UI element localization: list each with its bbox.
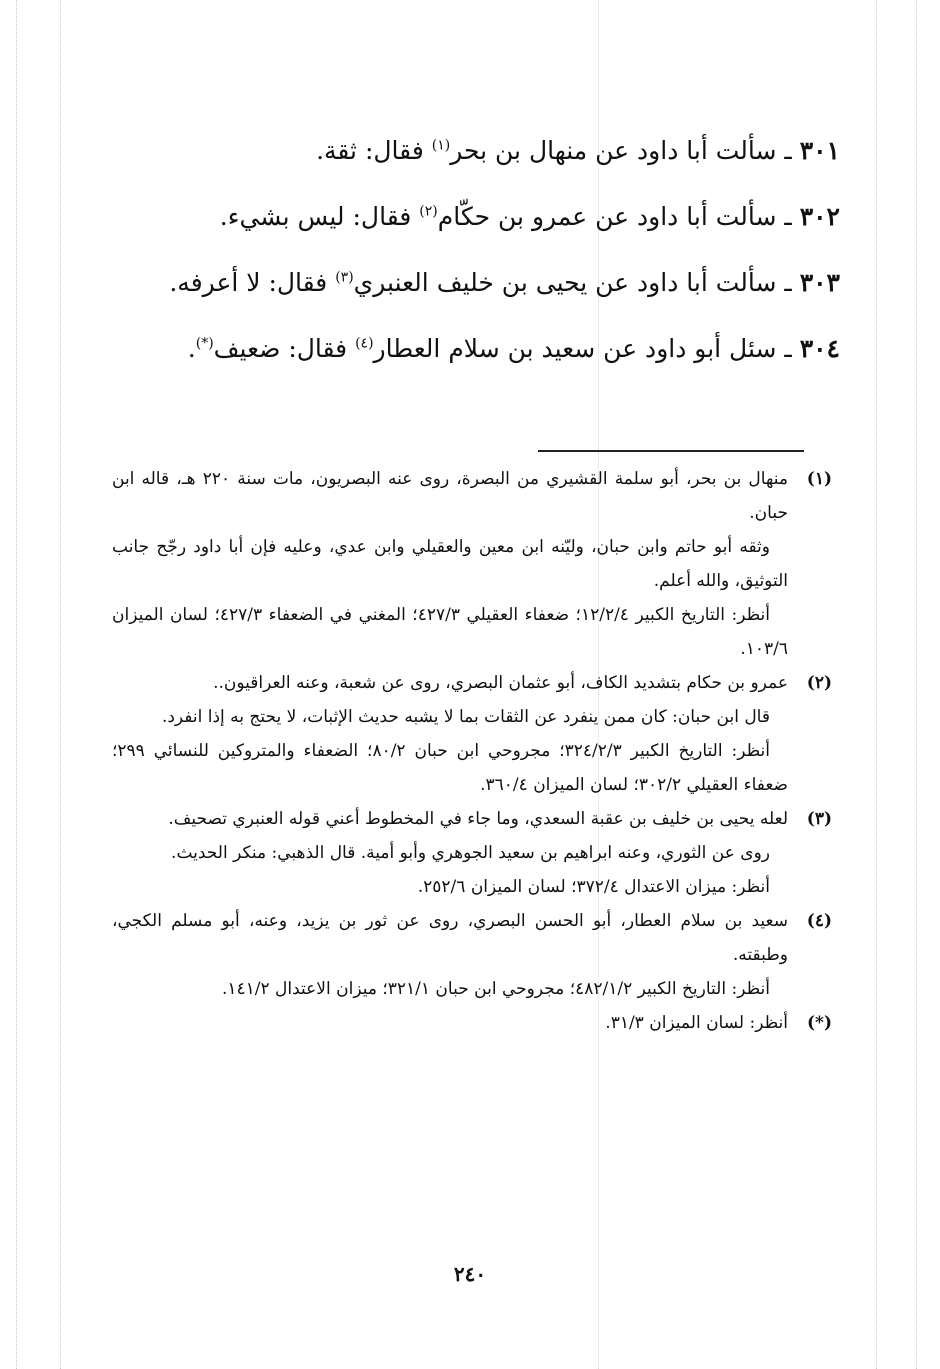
footnote-paragraph: عمرو بن حكام بتشديد الكاف، أبو عثمان البصري، روى عن شعبة، وعنه العراقيون.. xyxy=(213,673,788,693)
footnote-paragraph: أنظر: ميزان الاعتدال ٣٧٢/٤؛ لسان الميزان ٢٥٢/٦. xyxy=(417,877,770,897)
footnote-marker: (*) xyxy=(807,1013,832,1033)
entry-text: ـ سئل أبو داود عن سعيد بن سلام العطار xyxy=(373,334,792,363)
footnote-separator xyxy=(538,450,804,452)
footnote-marker: (٢) xyxy=(806,673,832,693)
footnote-paragraph: وثقه أبو حاتم وابن حبان، وليّنه ابن معين والعقيلي وابن عدي، وعليه فإن أبا داود رجّح جانب التوثيق، والله أعلم. xyxy=(112,537,788,591)
footnote-paragraph: سعيد بن سلام العطار، أبو الحسن البصري، روى عن ثور بن يزيد، وعنه، أبو مسلم الكجي، وطبقته. xyxy=(112,911,788,965)
margin-guide-line xyxy=(60,0,61,1369)
footnote-marker: (٣) xyxy=(806,809,832,829)
entry-text: فقال: ثقة. xyxy=(316,136,432,165)
footnote-text xyxy=(112,904,788,1006)
entry-text: ـ سألت أبا داود عن يحيى بن خليف العنبري xyxy=(353,268,792,297)
footnote-text xyxy=(112,802,788,904)
footnotes xyxy=(112,462,832,1040)
entry-text: فقال: ضعيف xyxy=(213,334,356,363)
entry-text: ـ سألت أبا داود عن منهال بن بحر xyxy=(450,136,792,165)
entry-303 xyxy=(120,250,840,316)
entry-text: فقال: لا أعرفه. xyxy=(169,268,336,297)
entry-number: ٣٠٣ xyxy=(799,268,840,297)
footnote-4 xyxy=(112,904,832,1006)
footnote-paragraph: قال ابن حبان: كان ممن ينفرد عن الثقات بما لا يشبه حديث الإثبات، لا يحتج به إذا انفرد. xyxy=(161,707,770,727)
margin-guide-line xyxy=(876,0,877,1369)
entry-301 xyxy=(120,118,840,184)
footnote-ref[interactable]: (١) xyxy=(431,137,451,154)
entry-number: ٣٠٤ xyxy=(799,334,840,363)
footnote-ref[interactable]: (*) xyxy=(195,335,214,352)
entry-number: ٣٠١ xyxy=(799,136,840,165)
footnote-paragraph: أنظر: التاريخ الكبير ٤٨٢/١/٢؛ مجروحي ابن حبان ٣٢١/١؛ ميزان الاعتدال ١٤١/٢. xyxy=(221,979,770,999)
footnote-3 xyxy=(112,802,832,904)
footnote-1 xyxy=(112,462,832,666)
footnote-ref[interactable]: (٣) xyxy=(335,269,354,286)
footnote-paragraph: روى عن الثوري، وعنه ابراهيم بن سعيد الجوهري وأبو أمية. قال الذهبي: منكر الحديث. xyxy=(171,843,770,863)
entry-304 xyxy=(120,316,840,382)
entry-text: فقال: ليس بشيء. xyxy=(219,202,420,231)
footnote-paragraph: أنظر: التاريخ الكبير ٣٢٤/٢/٣؛ مجروحي ابن حبان ٨٠/٢؛ الضعفاء والمتروكين للنسائي ٢٩٩؛ ضعفاء العقيلي ٣٠٢/٢؛ لسان الميزان ٣٦٠/٤. xyxy=(112,741,788,795)
footnote-2 xyxy=(112,666,832,802)
entry-302 xyxy=(120,184,840,250)
footnote-ref[interactable]: (٤) xyxy=(355,335,374,352)
footnote-paragraph: لعله يحيى بن خليف بن عقبة السعدي، وما جاء في المخطوط أعني قوله العنبري تصحيف. xyxy=(168,809,788,829)
footnote-text xyxy=(112,462,788,666)
page-number: ٢٤٠ xyxy=(453,1262,487,1286)
footnote-paragraph: أنظر: التاريخ الكبير ١٢/٢/٤؛ ضعفاء العقيلي ٤٢٧/٣؛ المغني في الضعفاء ٤٢٧/٣؛ لسان الميزان ١٠٣/٦. xyxy=(112,605,788,659)
entry-number: ٣٠٢ xyxy=(799,202,840,231)
footnote-marker: (١) xyxy=(806,469,832,489)
footnote-ref[interactable]: (٢) xyxy=(419,203,438,220)
footnote-paragraph: أنظر: لسان الميزان ٣١/٣. xyxy=(605,1013,788,1033)
footnote-marker: (٤) xyxy=(806,911,832,931)
footnote-paragraph: منهال بن بحر، أبو سلمة القشيري من البصرة، روى عنه البصريون، مات سنة ٢٢٠ هـ، قاله ابن حبان. xyxy=(112,469,789,523)
main-entries xyxy=(120,118,840,382)
margin-guide-line xyxy=(16,0,17,1369)
entry-text: ـ سألت أبا داود عن عمرو بن حكّام xyxy=(437,202,792,231)
entry-text: . xyxy=(187,334,196,363)
footnote-star xyxy=(112,1006,832,1040)
margin-guide-line xyxy=(916,0,917,1369)
footnote-text xyxy=(112,666,788,802)
footnote-text xyxy=(112,1006,788,1040)
